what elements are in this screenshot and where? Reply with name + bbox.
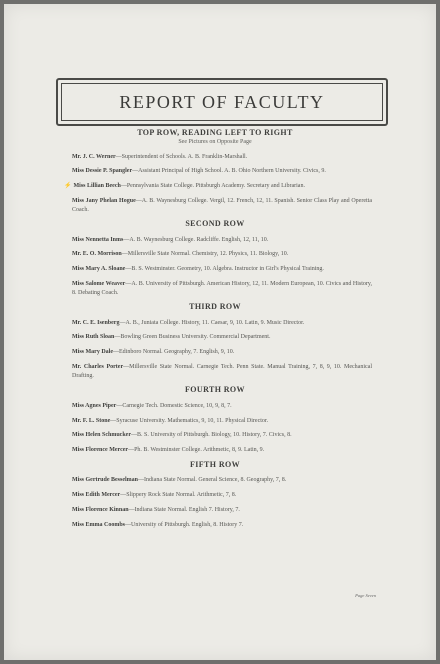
faculty-entry	[58, 197, 372, 214]
faculty-entry	[58, 333, 372, 341]
faculty-detail: —A. B., Juniata College. History, 11. Caesar, 9, 10. Latin, 9. Music Director.	[119, 319, 305, 326]
faculty-name: Miss Gertrude Besselman	[72, 477, 138, 484]
faculty-detail: —A. B. University of Pittsburgh. American History, 12, 11. Modern European, 10. Civics and History, 8. Debating Coach.	[72, 281, 372, 296]
faculty-detail: —Superintendent of Schools. A. B. Franklin-Marshall.	[115, 153, 248, 160]
section-heading: TOP ROW, READING LEFT TO RIGHT	[137, 128, 293, 137]
section-heading: FOURTH ROW	[185, 385, 245, 395]
faculty-name: Miss Salome Weaver	[72, 281, 126, 288]
faculty-detail: —A. B. Waynesburg College. Vergil, 12. French, 12, 11. Spanish. Senior Class Play and Operetta Coach.	[72, 198, 372, 213]
faculty-name: Miss Edith Mercer	[72, 492, 121, 499]
faculty-detail: —Millersville State Normal. Chemistry, 12. Physics, 11. Biology, 10.	[121, 251, 289, 258]
faculty-name: Miss Florence Mercer	[72, 447, 129, 454]
faculty-name: Miss Lillian Beech	[73, 183, 121, 190]
faculty-detail: —Carnegie Tech. Domestic Science, 10, 9, 8, 7.	[116, 402, 232, 409]
faculty-entry	[58, 402, 372, 410]
faculty-name: Miss Mary Dale	[72, 349, 113, 356]
faculty-detail: —A. B. Waynesburg College. Radcliffe. English, 12, 11, 10.	[123, 236, 269, 243]
faculty-detail: —Edinboro Normal. Geography, 7. English, 9, 10.	[113, 349, 235, 356]
page-number: Page Seven	[355, 593, 376, 598]
faculty-detail: —B. S. University of Pittsburgh. Biology, 10. History, 7. Civics, 8.	[131, 432, 292, 439]
faculty-entry	[58, 236, 372, 244]
faculty-detail: —Bowling Green Business University. Commercial Department.	[114, 334, 271, 341]
faculty-detail: —Assistant Principal of High School. A. B. Ohio Northern University. Civics, 9.	[132, 168, 326, 175]
handwritten-check-mark: ⚡	[64, 183, 72, 190]
faculty-entry	[58, 363, 372, 380]
faculty-entry	[58, 167, 372, 175]
section-heading: THIRD ROW	[189, 302, 241, 312]
faculty-entry	[58, 153, 372, 161]
faculty-name: Mr. E. O. Morrison	[72, 251, 122, 258]
faculty-detail: —Ph. B. Westminster College. Arithmetic, 8, 9. Latin, 9.	[128, 447, 265, 454]
faculty-detail: —Indiana State Normal. English 7. History, 7.	[128, 507, 240, 514]
faculty-name: Miss Emma Coombs	[72, 521, 126, 528]
faculty-list	[58, 125, 372, 529]
section-subheading: See Pictures on Opposite Page	[178, 139, 252, 145]
faculty-detail: —Millersville State Normal. Carnegie Tech. Penn State. Manual Training, 7, 8, 9, 10. Mechanical Drafting.	[72, 364, 372, 379]
title-frame	[56, 78, 388, 126]
faculty-entry	[58, 446, 372, 454]
faculty-name: Miss Florence Kinnan	[72, 507, 129, 514]
faculty-entry	[58, 348, 372, 356]
faculty-entry	[58, 319, 372, 327]
faculty-entry	[58, 521, 372, 529]
faculty-entry	[58, 417, 372, 425]
faculty-name: Miss Nennetta Inms	[72, 236, 124, 243]
section-heading: FIFTH ROW	[189, 459, 241, 469]
title-inner-frame	[61, 83, 383, 121]
faculty-entry	[58, 182, 372, 190]
faculty-detail: —B. S. Westminster. Geometry, 10. Algebra. Instructor in Girl's Physical Training.	[125, 266, 324, 273]
faculty-detail: —Slippery Rock State Normal. Arithmetic, 7, 8.	[120, 492, 237, 499]
faculty-name: Miss Helen Schmucker	[72, 432, 131, 439]
faculty-entry	[58, 250, 372, 258]
faculty-detail: —Indiana State Normal. General Science, 8. Geography, 7, 8.	[138, 477, 287, 484]
faculty-name: Miss Dessie P. Spangler	[72, 168, 133, 175]
faculty-name: Miss Ruth Sloan	[72, 334, 115, 341]
faculty-name: Mr. F. L. Stone	[72, 417, 111, 424]
faculty-entry	[58, 491, 372, 499]
document-page	[4, 4, 436, 660]
faculty-name: Miss Jany Phelan Hogue	[72, 198, 136, 205]
faculty-name: Mr. J. C. Werner	[72, 153, 116, 160]
faculty-detail: —University of Pittsburgh. English, 8. History 7.	[125, 521, 244, 528]
faculty-entry	[58, 280, 372, 297]
faculty-entry	[58, 265, 372, 273]
faculty-entry	[58, 431, 372, 439]
faculty-name: Miss Mary A. Sloane	[72, 266, 126, 273]
faculty-detail: —Pennsylvania State College. Pittsburgh Academy. Secretary and Librarian.	[120, 183, 305, 190]
faculty-name: Mr. C. E. Isenberg	[72, 319, 120, 326]
faculty-entry	[58, 476, 372, 484]
faculty-entry	[58, 506, 372, 514]
page-title: REPORT OF FACULTY	[119, 91, 325, 112]
faculty-detail: —Syracuse University. Mathematics, 9, 10, 11. Physical Director.	[110, 417, 269, 424]
faculty-name: Miss Agnes Piper	[72, 402, 117, 409]
faculty-name: Mr. Charles Porter	[72, 364, 124, 371]
section-heading: SECOND ROW	[185, 219, 245, 229]
